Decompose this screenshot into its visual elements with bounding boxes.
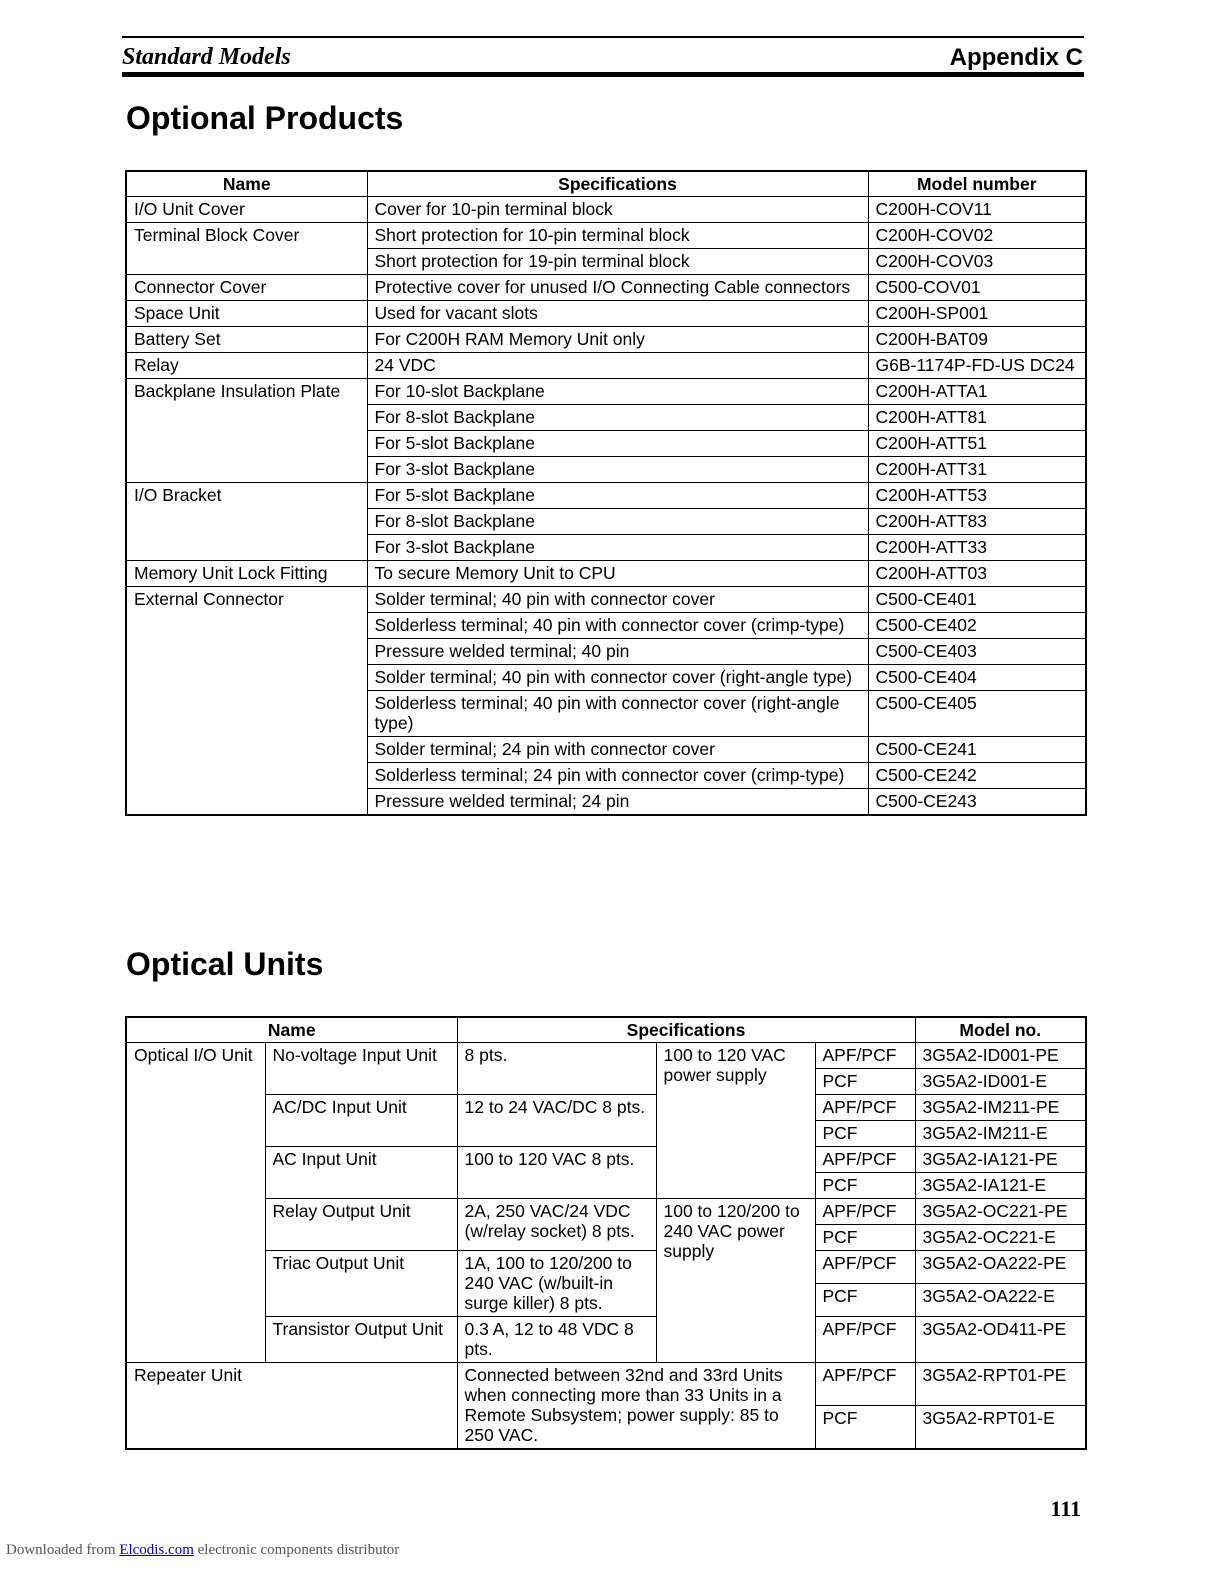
specification-cell: For C200H RAM Memory Unit only bbox=[367, 327, 868, 353]
product-name-cell: Relay bbox=[126, 353, 367, 379]
unit-name-cell: No-voltage Input Unit bbox=[265, 1043, 457, 1095]
model-number-cell: C200H-ATT81 bbox=[868, 405, 1086, 431]
model-number-cell: C200H-COV02 bbox=[868, 223, 1086, 249]
column-header: Specifications bbox=[457, 1017, 915, 1043]
model-number-cell: C500-CE243 bbox=[868, 789, 1086, 816]
unit-name-cell: Triac Output Unit bbox=[265, 1251, 457, 1317]
table-row bbox=[126, 327, 1086, 353]
unit-spec-cell: 0.3 A, 12 to 48 VDC 8 pts. bbox=[457, 1317, 656, 1363]
table-row bbox=[126, 1317, 1086, 1363]
unit-spec-cell: 1A, 100 to 120/200 to 240 VAC (w/built-in surge killer) 8 pts. bbox=[457, 1251, 656, 1317]
model-number-cell: 3G5A2-IM211-PE bbox=[915, 1095, 1086, 1121]
specification-cell: For 8-slot Backplane bbox=[367, 405, 868, 431]
model-number-cell: C200H-BAT09 bbox=[868, 327, 1086, 353]
specification-cell: 24 VDC bbox=[367, 353, 868, 379]
table-row bbox=[126, 1363, 1086, 1406]
fiber-type-cell: PCF bbox=[815, 1225, 915, 1251]
fiber-type-cell: PCF bbox=[815, 1121, 915, 1147]
specification-cell: Solderless terminal; 40 pin with connector cover (right-angle type) bbox=[367, 691, 868, 737]
table-row bbox=[126, 1147, 1086, 1173]
unit-name-cell: Repeater Unit bbox=[126, 1363, 457, 1450]
section-title-optional-products: Optional Products bbox=[126, 100, 404, 136]
table-row bbox=[126, 587, 1086, 613]
model-number-cell: C200H-COV03 bbox=[868, 249, 1086, 275]
specification-cell: For 5-slot Backplane bbox=[367, 483, 868, 509]
table-header-row bbox=[126, 1017, 1086, 1043]
specification-cell: Solder terminal; 24 pin with connector cover bbox=[367, 737, 868, 763]
column-header: Name bbox=[126, 1017, 457, 1043]
unit-name-cell: AC Input Unit bbox=[265, 1147, 457, 1199]
fiber-type-cell: PCF bbox=[815, 1173, 915, 1199]
table-row bbox=[126, 223, 1086, 249]
fiber-type-cell: APF/PCF bbox=[815, 1043, 915, 1069]
product-name-cell: I/O Unit Cover bbox=[126, 197, 367, 223]
power-supply-cell: 100 to 120/200 to 240 VAC power supply bbox=[656, 1199, 815, 1363]
column-header: Specifications bbox=[367, 171, 868, 197]
specification-cell: For 10-slot Backplane bbox=[367, 379, 868, 405]
model-number-cell: C200H-SP001 bbox=[868, 301, 1086, 327]
product-name-cell: I/O Bracket bbox=[126, 483, 367, 561]
specification-cell: Solder terminal; 40 pin with connector cover bbox=[367, 587, 868, 613]
table-row bbox=[126, 1251, 1086, 1284]
product-name-cell: Space Unit bbox=[126, 301, 367, 327]
model-number-cell: 3G5A2-OA222-E bbox=[915, 1284, 1086, 1317]
specification-cell: For 8-slot Backplane bbox=[367, 509, 868, 535]
table-row bbox=[126, 1043, 1086, 1069]
table-row bbox=[126, 1095, 1086, 1121]
product-name-cell: External Connector bbox=[126, 587, 367, 816]
fiber-type-cell: PCF bbox=[815, 1284, 915, 1317]
model-number-cell: 3G5A2-OD411-PE bbox=[915, 1317, 1086, 1363]
table-header-row bbox=[126, 171, 1086, 197]
footer-prefix: Downloaded from bbox=[6, 1542, 116, 1558]
model-number-cell: C200H-ATT33 bbox=[868, 535, 1086, 561]
product-name-cell: Connector Cover bbox=[126, 275, 367, 301]
fiber-type-cell: APF/PCF bbox=[815, 1317, 915, 1363]
specification-cell: Solderless terminal; 40 pin with connector cover (crimp-type) bbox=[367, 613, 868, 639]
table-row bbox=[126, 483, 1086, 509]
page-number: 111 bbox=[1050, 1496, 1081, 1521]
fiber-type-cell: APF/PCF bbox=[815, 1095, 915, 1121]
column-header: Name bbox=[126, 171, 367, 197]
table-row bbox=[126, 197, 1086, 223]
table-row bbox=[126, 353, 1086, 379]
section-title-optical-units: Optical Units bbox=[126, 946, 324, 982]
model-number-cell: 3G5A2-ID001-PE bbox=[915, 1043, 1086, 1069]
model-number-cell: C200H-ATT83 bbox=[868, 509, 1086, 535]
model-number-cell: C500-CE405 bbox=[868, 691, 1086, 737]
table-row bbox=[126, 1199, 1086, 1225]
fiber-type-cell: APF/PCF bbox=[815, 1199, 915, 1225]
product-name-cell: Memory Unit Lock Fitting bbox=[126, 561, 367, 587]
footer-link[interactable]: Elcodis.com bbox=[119, 1542, 194, 1558]
optional-products-table bbox=[125, 170, 1087, 816]
footer bbox=[6, 1542, 399, 1559]
model-number-cell: C500-CE401 bbox=[868, 587, 1086, 613]
model-number-cell: C500-CE242 bbox=[868, 763, 1086, 789]
header-rule-bottom bbox=[122, 72, 1084, 77]
specification-cell: Solderless terminal; 24 pin with connector cover (crimp-type) bbox=[367, 763, 868, 789]
model-number-cell: C200H-ATT31 bbox=[868, 457, 1086, 483]
unit-spec-cell: 100 to 120 VAC 8 pts. bbox=[457, 1147, 656, 1199]
table-row bbox=[126, 275, 1086, 301]
model-number-cell: 3G5A2-OC221-PE bbox=[915, 1199, 1086, 1225]
column-header: Model no. bbox=[915, 1017, 1086, 1043]
model-number-cell: 3G5A2-ID001-E bbox=[915, 1069, 1086, 1095]
model-number-cell: 3G5A2-RPT01-PE bbox=[915, 1363, 1086, 1406]
model-number-cell: C200H-ATT51 bbox=[868, 431, 1086, 457]
optical-units-table bbox=[125, 1016, 1087, 1450]
unit-spec-cell: Connected between 32nd and 33rd Units when connecting more than 33 Units in a Remote Subsystem; power supply: 85 to 250 VAC. bbox=[457, 1363, 815, 1450]
column-header: Model number bbox=[868, 171, 1086, 197]
unit-name-cell: Transistor Output Unit bbox=[265, 1317, 457, 1363]
running-header-title: Standard Models bbox=[122, 44, 291, 70]
specification-cell: For 3-slot Backplane bbox=[367, 457, 868, 483]
product-name-cell: Battery Set bbox=[126, 327, 367, 353]
group-name-cell: Optical I/O Unit bbox=[126, 1043, 265, 1363]
model-number-cell: C200H-ATT03 bbox=[868, 561, 1086, 587]
model-number-cell: G6B-1174P-FD-US DC24 bbox=[868, 353, 1086, 379]
footer-suffix: electronic components distributor bbox=[197, 1542, 400, 1558]
specification-cell: To secure Memory Unit to CPU bbox=[367, 561, 868, 587]
specification-cell: Cover for 10-pin terminal block bbox=[367, 197, 868, 223]
fiber-type-cell: APF/PCF bbox=[815, 1363, 915, 1406]
header-rule-top bbox=[122, 36, 1084, 38]
unit-spec-cell: 8 pts. bbox=[457, 1043, 656, 1095]
power-supply-cell: 100 to 120 VAC power supply bbox=[656, 1043, 815, 1199]
model-number-cell: C500-CE404 bbox=[868, 665, 1086, 691]
product-name-cell: Terminal Block Cover bbox=[126, 223, 367, 275]
specification-cell: Solder terminal; 40 pin with connector cover (right-angle type) bbox=[367, 665, 868, 691]
model-number-cell: 3G5A2-OA222-PE bbox=[915, 1251, 1086, 1284]
unit-spec-cell: 2A, 250 VAC/24 VDC (w/relay socket) 8 pts. bbox=[457, 1199, 656, 1251]
table-row bbox=[126, 379, 1086, 405]
specification-cell: Short protection for 10-pin terminal block bbox=[367, 223, 868, 249]
table-row bbox=[126, 561, 1086, 587]
fiber-type-cell: PCF bbox=[815, 1406, 915, 1450]
model-number-cell: 3G5A2-IA121-PE bbox=[915, 1147, 1086, 1173]
specification-cell: Used for vacant slots bbox=[367, 301, 868, 327]
model-number-cell: C500-COV01 bbox=[868, 275, 1086, 301]
fiber-type-cell: APF/PCF bbox=[815, 1147, 915, 1173]
model-number-cell: C200H-ATT53 bbox=[868, 483, 1086, 509]
unit-spec-cell: 12 to 24 VAC/DC 8 pts. bbox=[457, 1095, 656, 1147]
table-row bbox=[126, 301, 1086, 327]
running-header-appendix: Appendix C bbox=[949, 44, 1083, 71]
specification-cell: Pressure welded terminal; 40 pin bbox=[367, 639, 868, 665]
fiber-type-cell: PCF bbox=[815, 1069, 915, 1095]
unit-name-cell: AC/DC Input Unit bbox=[265, 1095, 457, 1147]
model-number-cell: C200H-ATTA1 bbox=[868, 379, 1086, 405]
fiber-type-cell: APF/PCF bbox=[815, 1251, 915, 1284]
model-number-cell: 3G5A2-OC221-E bbox=[915, 1225, 1086, 1251]
specification-cell: For 3-slot Backplane bbox=[367, 535, 868, 561]
model-number-cell: C500-CE403 bbox=[868, 639, 1086, 665]
unit-name-cell: Relay Output Unit bbox=[265, 1199, 457, 1251]
product-name-cell: Backplane Insulation Plate bbox=[126, 379, 367, 483]
specification-cell: Pressure welded terminal; 24 pin bbox=[367, 789, 868, 816]
model-number-cell: C500-CE402 bbox=[868, 613, 1086, 639]
model-number-cell: 3G5A2-IM211-E bbox=[915, 1121, 1086, 1147]
model-number-cell: C500-CE241 bbox=[868, 737, 1086, 763]
model-number-cell: 3G5A2-RPT01-E bbox=[915, 1406, 1086, 1450]
specification-cell: Short protection for 19-pin terminal block bbox=[367, 249, 868, 275]
model-number-cell: 3G5A2-IA121-E bbox=[915, 1173, 1086, 1199]
specification-cell: For 5-slot Backplane bbox=[367, 431, 868, 457]
model-number-cell: C200H-COV11 bbox=[868, 197, 1086, 223]
specification-cell: Protective cover for unused I/O Connecting Cable connectors bbox=[367, 275, 868, 301]
